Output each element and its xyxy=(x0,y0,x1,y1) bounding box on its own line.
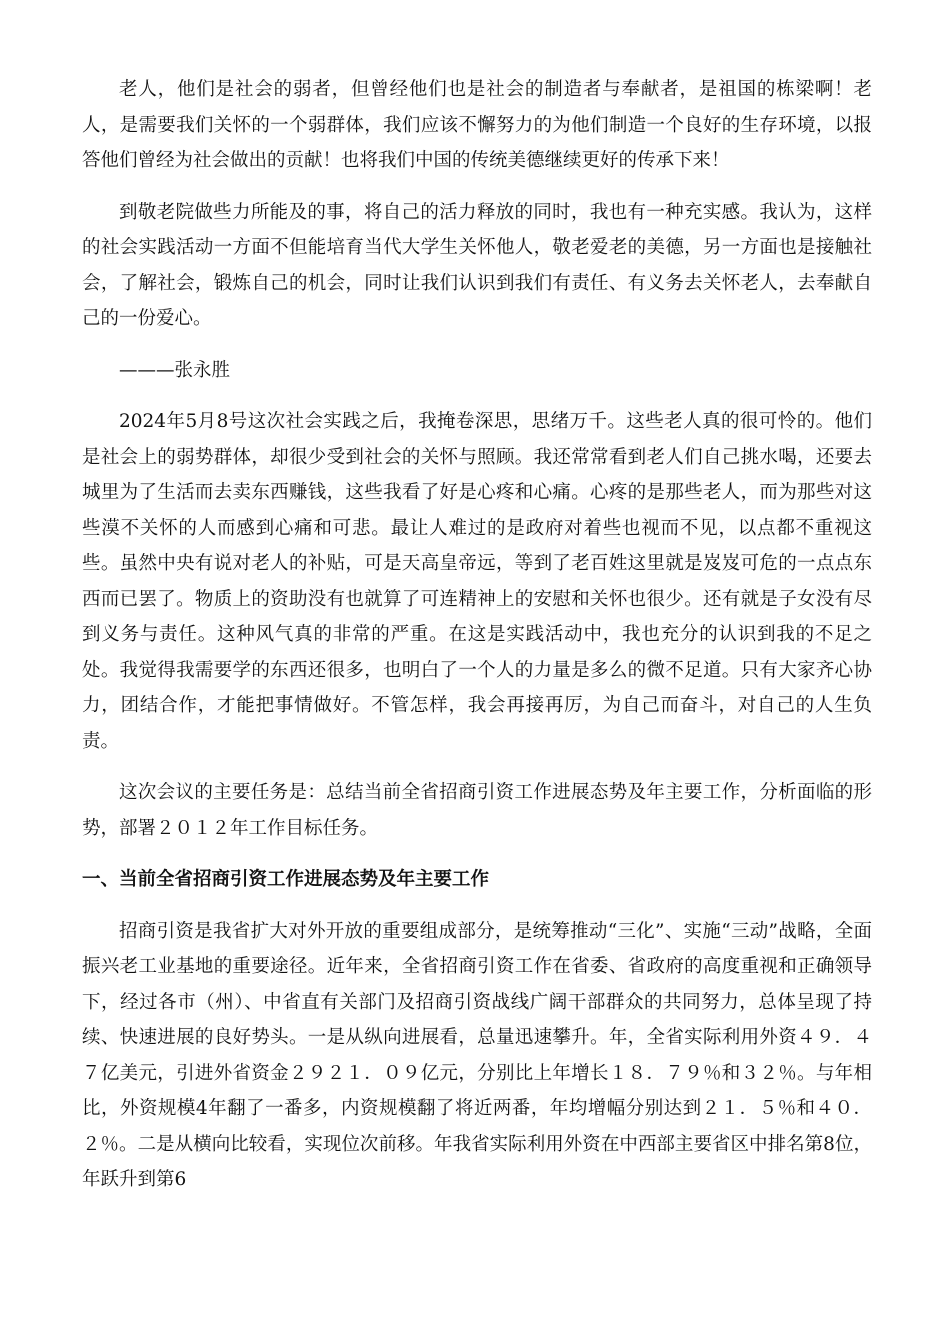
document-page xyxy=(82,72,872,1214)
author-signature: ———张永胜 xyxy=(119,359,231,381)
paragraph-meeting-task: 这次会议的主要任务是：总结当前全省招商引资工作进展态势及年主要工作，分析面临的形势，部署２０１２年工作目标任务。 xyxy=(82,782,872,839)
paragraph-reflection: 2024年5月8号这次社会实践之后，我掩卷深思，思绪万千。这些老人真的很可怜的。他们是社会上的弱势群体，却很少受到社会的关怀与照顾。我还常常看到老人们自己挑水喝，还要去城里为了生活而去卖东西赚钱，这些我看了好是心疼和心痛。心疼的是那些老人，而为那些对这些漠不关怀的人而感到心痛和可悲。最让人难过的是政府对着些也视而不见，以点都不重视这些。虽然中央有说对老人的补贴，可是天高皇帝远，等到了老百姓这里就是岌岌可危的一点点东西而已罢了。物质上的资助没有也就算了可连精神上的安慰和关怀也很少。还有就是子女没有尽到义务与责任。这种风气真的非常的严重。在这是实践活动中，我也充分的认识到我的不足之处。我觉得我需要学的东西还很多，也明白了一个人的力量是多么的微不足道。只有大家齐心协力，团结合作，才能把事情做好。不管怎样，我会再接再厉，为自己而奋斗，对自己的人生负责。 xyxy=(82,411,872,752)
paragraph-elderly-respect: 老人，他们是社会的弱者，但曾经他们也是社会的制造者与奉献者，是祖国的栋梁啊！老人，是需要我们关怀的一个弱群体，我们应该不懈努力的为他们制造一个良好的生存环境，以报答他们曾经为社会做出的贡献！也将我们中国的传统美德继续更好的传承下来！ xyxy=(82,79,872,171)
paragraph-investment: 招商引资是我省扩大对外开放的重要组成部分，是统筹推动“三化”、实施“三动”战略，全面振兴老工业基地的重要途径。近年来，全省招商引资工作在省委、省政府的高度重视和正确领导下，经过各市（州）、中省直有关部门及招商引资战线广阔干部群众的共同努力，总体呈现了持续、快速进展的良好势头。一是从纵向进展看，总量迅速攀升。年，全省实际利用外资４９．４７亿美元，引进外省资金２９２１．０９亿元，分别比上年增长１８．７９％和３２％。与年相比，外资规模4年翻了一番多，内资规模翻了将近两番，年均增幅分别达到２１．５％和４０．２％。二是从横向比较看，实现位次前移。年我省实际利用外资在中西部主要省区中排名第8位，年跃升到第6 xyxy=(82,920,872,1190)
section-heading: 一、当前全省招商引资工作进展态势及年主要工作 xyxy=(82,869,490,890)
paragraph-nursing-home: 到敬老院做些力所能及的事，将自己的活力释放的同时，我也有一种充实感。我认为，这样的社会实践活动一方面不但能培育当代大学生关怀他人，敬老爱老的美德，另一方面也是接触社会，了解社会，锻炼自己的机会，同时让我们认识到我们有责任、有义务去关怀老人，去奉献自己的一份爱心。 xyxy=(82,201,872,329)
